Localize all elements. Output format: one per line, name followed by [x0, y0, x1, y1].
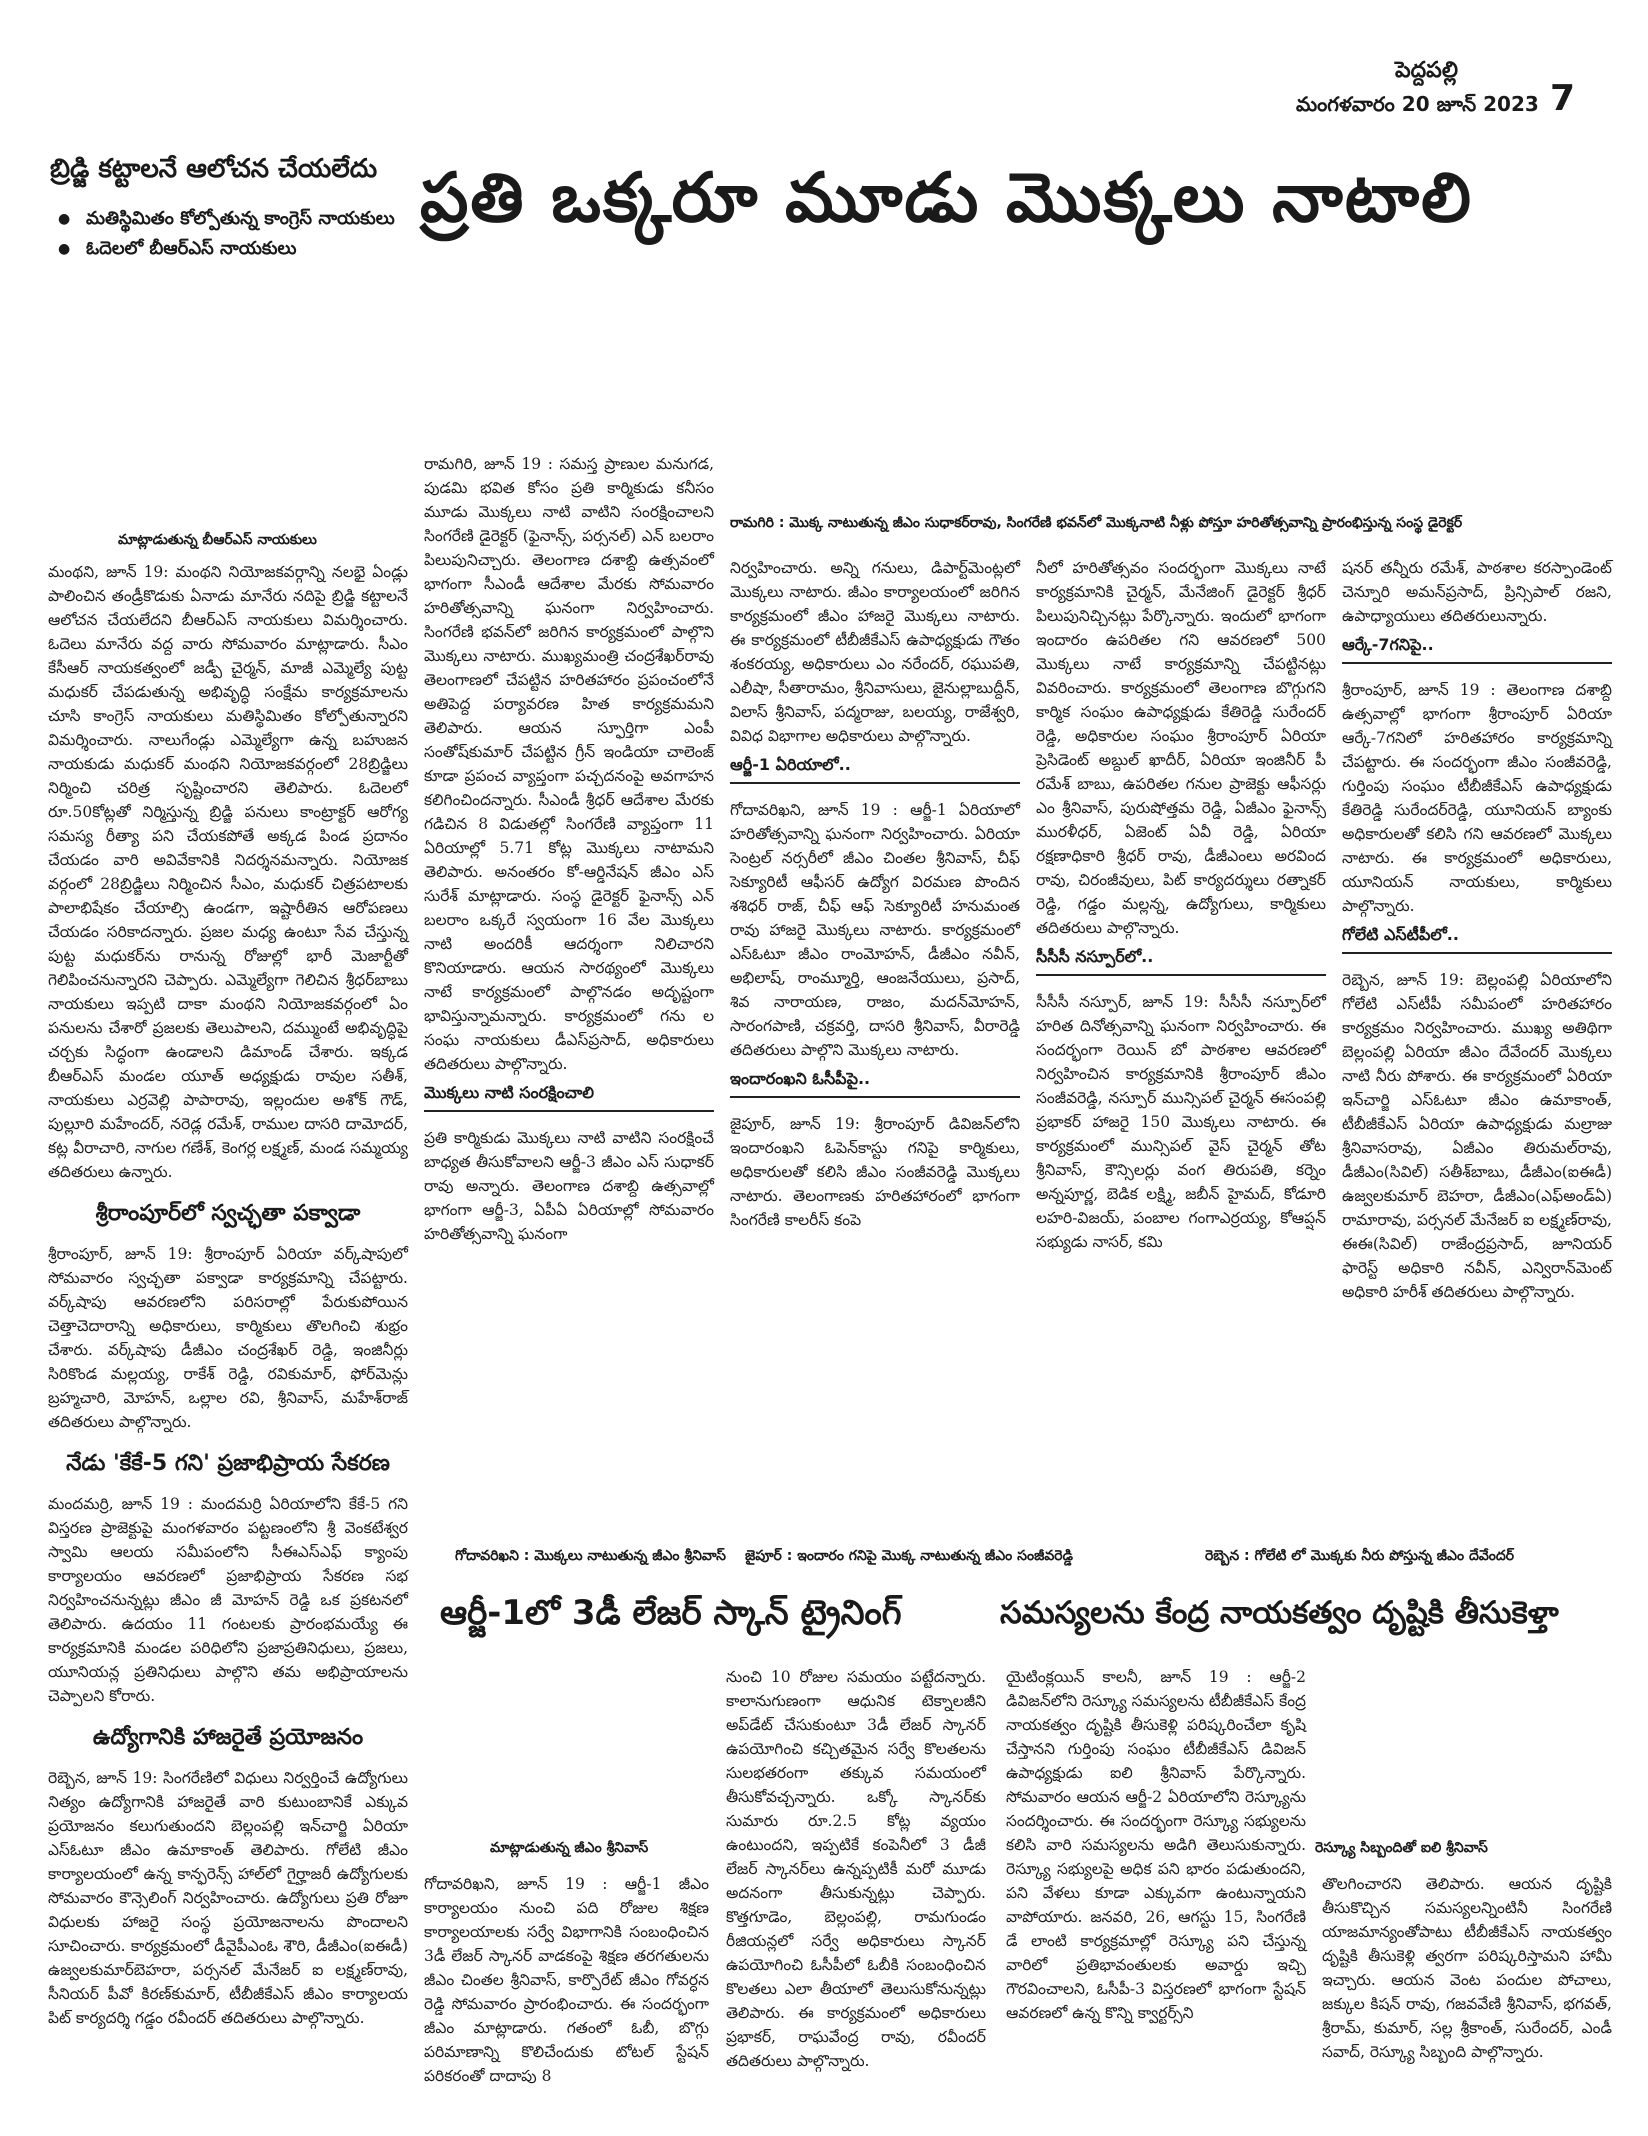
caption-rebbena: రెబ్బెన : గోలేటి లో మొక్కకు నీరు పోస్తున్న జీఎం దేవేందర్ [1205, 1548, 1515, 1564]
bottom-right-col-b [1322, 1872, 1612, 2064]
section-heading: ఆర్కే-7గనిపై.. [1342, 632, 1612, 664]
section-heading: సీసీసీ నస్పూర్‌లో.. [1036, 944, 1326, 976]
bottom-right-headline: సమస్యలను కేంద్ర నాయకత్వం దృష్టికి తీసుకెళ్తా [1000, 1595, 1559, 1631]
article-text: రామగిరి, జూన్ 19 : సమస్త ప్రాణుల మనుగడ, పుడమి భవిత కోసం ప్రతి కార్మికుడు కనీసం మూడు మొక్కలు నాటి వాటిని సంరక్షించాలని సింగరేణి డైరెక్టర్ (ఫైనాన్స్, పర్సనల్) ఎన్ బలరాం పిలుపునిచ్చారు. తెలంగాణ దశాబ్ది ఉత్సవంలో భాగంగా సీఎండీ ఆదేశాల మేరకు సోమవారం హరితోత్సవాన్ని ఘనంగా నిర్వహించారు. సింగరేణి భవన్‌లో జరిగిన కార్యక్రమంలో పాల్గొని మొక్కలు నాటారు. ముఖ్యమంత్రి చంద్రశేఖర్‌రావు తెలంగాణలో చేపట్టిన హరితహారం ప్రపంచంలోనే అతిపెద్ద పర్యావరణ హిత కార్యక్రమమని తెలిపారు. ఆయన స్ఫూర్తిగా ఎంపీ సంతోష్‌కుమార్ చేపట్టిన గ్రీన్ ఇండియా చాలెంజ్ కూడా ప్రపంచ వ్యాప్తంగా పచ్చదనంపై అవగాహన కలిగించిందన్నారు. సీఎండీ శ్రీధర్ ఆదేశాల మేరకు గడిచిన 8 విడుతల్లో సింగరేణి వ్యాప్తంగా 11 ఏరియాల్లో 5.71 కోట్ల మొక్కలు నాటామని తెలిపారు. అనంతరం కో-ఆర్డినేషన్ జీఎం ఎస్ సురేశ్ మాట్లాడారు. సంస్థ డైరెక్టర్ ఫైనాన్స్ ఎన్ బలరాం ఒక్కరే స్వయంగా 16 వేల మొక్కలు నాటి అందరికీ ఆదర్శంగా నిలిచారని కొనియాడారు. ఆయన సారథ్యంలో మొక్కలు నాటే కార్యక్రమంలో పాల్గొనడం అదృష్టంగా భావిస్తున్నామన్నారు. కార్యక్రమంలో గను ల సంఘ నాయకులు డీఎస్‌ప్రసాద్, అధికారులు తదితరులు పాల్గొన్నారు. [424, 455, 714, 1073]
top-left-headline: బ్రిడ్జి కట్టాలనే ఆలోచన చేయలేదు [50, 154, 378, 184]
article-text: తొలగించారని తెలిపారు. ఆయన దృష్టికి తీసుకొచ్చిన సమస్యలన్నింటినీ సింగరేణి యాజమాన్యంతోపాటు టీబీజీకేఎస్ నాయకత్వం దృష్టికి తీసుకెళ్లి త్వరగా పరిష్కరిస్తామని హామీ ఇచ్చారు. ఆయన వెంట పందుల పోచాలు, జక్కుల కిషన్ రావు, గజవవేణి శ్రీనివాస్, భగవత్, శ్రీరామ్, కుమార్, సల్ల శ్రీకాంత్, సురేందర్, ఎండీ సవాద్, రెస్క్యూ సిబ్బంది పాల్గొన్నారు. [1322, 1875, 1612, 2061]
page-number: 7 [1550, 78, 1576, 119]
bullet-item: ● మతిస్థిమితం కోల్పోతున్న కాంగ్రెస్ నాయకులు [50, 206, 430, 232]
article-col-5 [1342, 556, 1612, 1304]
bottom-mid-col-b [726, 1665, 986, 2073]
article-text: నీలో హరితోత్సవం సందర్భంగా మొక్కలు నాటే కార్యక్రమానికి చైర్మన్, మేనేజింగ్ డైరెక్టర్ శ్రీధర్ పిలుపునిచ్చినట్లు పేర్కొన్నారు. ఇందులో భాగంగా ఇందారం ఉపరితల గని ఆవరణలో 500 మొక్కలు నాటే కార్యక్రమాన్ని చేపట్టినట్లు వివరించారు. కార్యక్రమంలో తెలంగాణ బొగ్గుగని కార్మిక సంఘం ఉపాధ్యక్షుడు కేతిరెడ్డి సురేందర్ రెడ్డి, అధికారుల సంఘం శ్రీరాంపూర్ ఏరియా ప్రెసిడెంట్ అబ్దుల్ ఖాదీర్, ఏరియా ఇంజినీర్ పీ రమేశ్ బాబు, ఉపరితల గనుల ప్రాజెక్టు ఆఫీసర్లు ఎం శ్రీనివాస్, పురుషోత్తమ రెడ్డి, ఏజీఎం ఫైనాన్స్ మురళీధర్, ఏజెంట్ ఏవీ రెడ్డి, ఏరియా రక్షణాధికారి శ్రీధర్ రావు, డీజీఎంలు అరవింద రావు, చిరంజీవులు, పిట్ కార్యదర్శులు రత్నాకర్ రెడ్డి, గడ్డం మల్లన్న, ఉద్యోగులు, కార్మికులు తదితరులు పాల్గొన్నారు. [1036, 559, 1326, 937]
bottom-mid-headline: ఆర్జీ-1లో 3డీ లేజర్ స్కాన్ ట్రైనింగ్ [440, 1593, 902, 1633]
article-text: మంథని, జూన్ 19: మంథని నియోజకవర్గాన్ని నలభై ఏండ్లు పాలించిన తండ్రీకొడుకు ఏనాడు మానేరు నదిపై బ్రిడ్జి కట్టాలనే ఆలోచన చేయలేదని బీఆర్ఎస్ నాయకులు విమర్శించారు. ఓదెలు మానేరు వద్ద వారు సోమవారం మాట్లాడారు. సీఎం కేసీఆర్ నాయకత్వంలో జడ్పీ చైర్మన్, మాజీ ఎమ్మెల్యే పుట్ట మధుకర్ చేపడుతున్న అభివృద్ధి సంక్షేమ కార్యక్రమాలను చూసి కాంగ్రెస్ నాయకులు మతిస్థిమితం కోల్పోతున్నారని విమర్శించారు. నాలుగేండ్లు ఎమ్మెల్యేగా ఉన్న బహుజన నాయకుడు మధుకర్ మంథని నియోజకవర్గంలో 28బ్రిడ్జిలు నిర్మించి చరిత్ర సృష్టించారని తెలిపారు. ఓదెలలో రూ.50కోట్లతో నిర్మిస్తున్న బ్రిడ్జి పనులు కాంట్రాక్టర్ ఆరోగ్య సమస్య రీత్యా పని చేయకపోతే అక్కడ పిండ ప్రదానం చేయడం వారి అవివేకానికి నిదర్శనమన్నారు. నియోజక వర్గంలో 28బ్రిడ్జిలు నిర్మించిన సీఎం, మధుకర్ చిత్రపటాలకు పాలాభిషేకం చేయాల్సి ఉండగా, ఇష్టారీతిన ఆరోపణలు చేయడం సరికాదన్నారు. ప్రజల మధ్య ఉంటూ సేవ చేస్తున్న పుట్ట మధుకర్‌ను రానున్న రోజుల్లో భారీ మెజార్టీతో గెలిపించనున్నారని చెప్పారు. ఎమ్మెల్యేగా గెలిచిన శ్రీధర్‌బాబు నాయకులు ఇప్పటి దాకా మంథని నియోజకవర్గంలో ఏం పనులను చేశారో ప్రజలకు తెలుపాలని, దమ్ముంటే అభివృద్ధిపై చర్చకు సిద్ధంగా ఉండాలని డిమాండ్ చేశారు. ఇక్కడ బీఆర్ఎస్ మండల యూత్ అధ్యక్షుడు రావుల సతీశ్, నాయకులు ఎర్రవెల్లి పాపారావు, ఇల్లందుల అశోక్ గౌడ్, పుల్లూరి మహేందర్, నరెడ్ల రమేశ్, రాముల దాసరి దామోదర్, కట్ల వీరాచారి, నాగుల గణేశ్, కెంగర్ల లక్ష్మణ్, మండ సమ్మయ్య తదితరులు ఉన్నారు. [48, 563, 408, 1181]
section-heading: నేడు 'కేకే-5 గని' ప్రజాభిప్రాయ సేకరణ [66, 1451, 390, 1476]
section-heading: గోలేటి ఎస్‌టీపీలో.. [1342, 922, 1612, 954]
article-text: శ్రీరాంపూర్, జూన్ 19: శ్రీరాంపూర్ ఏరియా వర్క్‌షాపులో సోమవారం స్వచ్ఛతా పక్వాడా కార్యక్రమాన్ని చేపట్టారు. వర్క్‌షాపు ఆవరణలోని పరిసరాల్లో పేరుకుపోయిన చెత్తాచెదారాన్ని అధికారులు, కార్మికులు తొలగించి శుభ్రం చేశారు. వర్క్‌షాపు డీజీఎం చంద్రశేఖర్ రెడ్డి, ఇంజినీర్లు సిరికొండ మల్లయ్య, రాకేశ్ రెడ్డి, రవికుమార్, ఫోర్‌మెన్లు బ్రహ్మచారి, మోహన్, ఒల్లాల రవి, శ్రీనివాస్, మహేశ్‌రాజ్ తదితరులు పాల్గొన్నారు. [48, 1245, 408, 1431]
article-text: రెబ్బెన, జూన్ 19: బెల్లంపల్లి ఏరియాలోని గోలేటి ఎస్‌టీపీ సమీపంలో హరితహారం కార్యక్రమం నిర్వహించారు. ముఖ్య అతిథిగా బెల్లంపల్లి ఏరియా జీఎం దేవేందర్ మొక్కలు నాటి నీరు పోశారు. ఈ కార్యక్రమంలో ఏరియా ఇన్‌చార్జి ఎస్‌ఓటూ జీఎం ఉమాకాంత్, టీబీజీకేఎస్ ఏరియా ఉపాధ్యక్షుడు మల్రాజు శ్రీనివాసరావు, ఏజీఎం తిరుమల్‌రావు, డీజీఎం(సివిల్) సతీశ్‌బాబు, డీజీఎం(ఐఈడీ) ఉజ్వలకుమార్ బెహరా, డీజీఎం(ఎఫ్అండ్ఏ) రామారావు, పర్సనల్ మేనేజర్ ఐ లక్ష్మణ్‌రావు, ఈఈ(సివిల్) రాజేంద్రప్రసాద్, జూనియర్ ఫారెస్ట్ అధికారి నవీన్, ఎన్విరాన్‌మెంట్ అధికారి హరీశ్ తదితరులు పాల్గొన్నారు. [1342, 971, 1612, 1301]
section-heading: ఇందారంఖని ఓసీపీపై.. [730, 1066, 1020, 1098]
section-heading: ఉద్యోగానికి హాజరైతే ప్రయోజనం [92, 1725, 364, 1750]
article-text: జైపూర్, జూన్ 19: శ్రీరాంపూర్ డివిజన్‌లోని ఇందారంఖని ఓపెన్‌కాస్టు గనిపై కార్మికులు, అధికారులతో కలిసి జీఎం సంజీవరెడ్డి మొక్కలు నాటారు. తెలంగాణకు హరితహారంలో భాగంగా సింగరేణి కాలరీస్ కంపె [730, 1115, 1020, 1229]
bullet-item: ● ఓదెలలో బీఆర్ఎస్ నాయకులు [50, 236, 430, 262]
section-heading: ఆర్జీ-1 ఏరియాలో.. [730, 752, 1020, 784]
section-heading: శ్రీరాంపూర్‌లో స్వచ్ఛతా పక్వాడా [95, 1201, 361, 1226]
article-text: గోదావరిఖని, జూన్ 19 : ఆర్జీ-1 జీఎం కార్యాలయం నుంచి పది రోజుల శిక్షణ కార్యాలయాలకు సర్వే విభాగానికి సంబంధించిన 3డీ లేజర్ స్కానర్ వాడకంపై శిక్షణ తరగతులను జీఎం చింతల శ్రీనివాస్, కార్పొరేట్ జీఎం గోవర్ధన రెడ్డి సోమవారం ప్రారంభించారు. ఈ సందర్భంగా జీఎం మాట్లాడారు. గతంలో ఓబీ, బొగ్గు పరిమాణాన్ని కొలిచేందుకు టోటల్ స్టేషన్ పరికరంతో దాదాపు 8 [424, 1875, 709, 2085]
article-text: మందమర్రి, జూన్ 19 : మందమర్రి ఏరియాలోని కేకే-5 గని విస్తరణ ప్రాజెక్టుపై మంగళవారం పట్టణంలోని శ్రీ వెంకటేశ్వర స్వామి ఆలయ సమీపంలోని సీఈఎస్‌ఎఫ్ క్యాంపు కార్యాలయం ఆవరణలో ప్రజాభిప్రాయ సేకరణ సభ నిర్వహించనున్నట్లు జీఎం జీ మోహన్ రెడ్డి ఒక ప్రకటనలో తెలిపారు. ఉదయం 11 గంటలకు ప్రారంభమయ్యే ఈ కార్యక్రమానికి మండల పరిధిలోని ప్రజాప్రతినిధులు, ప్రజలు, యూనియన్ల ప్రతినిధులు పాల్గొని తమ అభిప్రాయాలను చెప్పాలని కోరారు. [48, 1495, 408, 1705]
caption-godavarikhani: గోదావరిఖని : మొక్కలు నాటుతున్న జీఎం శ్రీనివాస్ [455, 1548, 726, 1564]
masthead-date: మంగళవారం 20 జూన్ 2023 [1296, 92, 1539, 116]
article-col-2 [424, 452, 714, 1246]
caption-gm-srinivas: మాట్లాడుతున్న జీఎం శ్రీనివాస్ [490, 1840, 649, 1856]
masthead-city: పెద్దపల్లి [1395, 58, 1458, 83]
article-col-4 [1036, 556, 1326, 1254]
article-text: షనర్ తన్నీరు రమేశ్, పాఠశాల కరస్పాండెంట్ చెన్నూరి అమన్‌ప్రసాద్, ప్రిన్సిపాల్ రజని, ఉపాధ్యాయులు తదితరులున్నారు. [1342, 559, 1612, 625]
article-text: గోదావరిఖని, జూన్ 19 : ఆర్జీ-1 ఏరియాలో హరితోత్సవాన్ని ఘనంగా నిర్వహించారు. ఏరియా సెంట్రల్ నర్సరీలో జీఎం చింతల శ్రీనివాస్, చీఫ్ సెక్యూరిటీ ఆఫీసర్ ఉద్యోగ విరమణ పొందిన శశిధర్ రాజ్, చీఫ్ ఆఫ్ సెక్యూరిటీ హనుమంత రావు హాజరై మొక్కలు నాటారు. కార్యక్రమంలో ఎస్‌ఓటూ జీఎం రాంమోహన్, డీజీఎం నవీన్, అభిలాష్, రాంమ్మూర్తి, ఆంజనేయులు, ప్రసాద్, శివ నారాయణ, రాజం, మదన్‌మోహన్, సారంగపాణి, చక్రవర్తి, దాసరి శ్రీనివాస్, వీరారెడ్డి తదితరులు పాల్గొని మొక్కలు నాటారు. [730, 801, 1020, 1059]
article-text: నుంచి 10 రోజుల సమయం పట్టేదన్నారు. కాలానుగుణంగా ఆధునిక టెక్నాలజీని అప్‌డేట్ చేసుకుంటూ 3డీ లేజర్ స్కానర్ ఉపయోగించి కచ్చితమైన సర్వే కొలతలను సులభతరంగా తక్కువ సమయంలో తీసుకోవచ్చన్నారు. ఒక్కో స్కానర్‌కు సుమారు రూ.2.5 కోట్ల వ్యయం ఉంటుందని, ఇప్పటికే కంపెనీలో 3 డీజీ లేజర్ స్కానర్‌లు ఉన్నప్పటికీ మరో మూడు అదనంగా తీసుకున్నట్లు చెప్పారు. కొత్తగూడెం, బెల్లంపల్లి, రామగుండం రీజియన్లలో సర్వే అధికారులు స్కానర్ ఉపయోగించి ఓసీపీలో ఓబీకి సంబంధించిన కొలతలు ఎలా తీయాలో తెలుసుకోనున్నట్లు తెలిపారు. ఈ కార్యక్రమంలో అధికారులు ప్రభాకర్, రాఘవేంద్ర రావు, రవీందర్ తదితరులు పాల్గొన్నారు. [726, 1668, 986, 2070]
section-heading: మొక్కలు నాటి సంరక్షించాలి [424, 1080, 714, 1112]
article-text: రెబ్బెన, జూన్ 19: సింగరేణిలో విధులు నిర్వర్తించే ఉద్యోగులు నిత్యం ఉద్యోగానికి హాజరైతే వారి కుటుంబానికే ఎక్కువ ప్రయోజనం కలుగుతుందని బెల్లంపల్లి ఇన్‌చార్జి ఏరియా ఎస్‌ఓటూ జీఎం ఉమాకాంత్ తెలిపారు. గోలేటి జీఎం కార్యాలయంలో ఉన్న కాన్ఫరెన్స్ హాల్‌లో గైర్హాజరీ ఉద్యోగులకు సోమవారం కౌన్సెలింగ్ నిర్వహించారు. ఉద్యోగులు ప్రతి రోజూ విధులకు హాజరై సంస్థ ప్రయోజనాలను పొందాలని సూచించారు. కార్యక్రమంలో డీవైపీఎంఓ శౌరి, డీజీఎం(ఐఈడీ) ఉజ్వలకుమార్‌బెహరా, పర్సనల్ మేనేజర్ ఐ లక్ష్మణ్‌రావు, సీనియర్ పీవో కిరణ్‌కుమార్, టీబీజీకేఎస్ జీఎం కార్యాలయ పిట్ కార్యదర్శి గడ్డం రవీందర్ తదితరులు పాల్గొన్నారు. [48, 1769, 408, 2027]
top-left-bullets [50, 206, 430, 266]
article-col-3 [730, 556, 1020, 1232]
article-text: శ్రీరాంపూర్, జూన్ 19 : తెలంగాణ దశాబ్ది ఉత్సవాల్లో భాగంగా శ్రీరాంపూర్ ఏరియా ఆర్కే-7గనిలో హరితహారం కార్యక్రమాన్ని చేపట్టారు. ఈ సందర్భంగా జీఎం సంజీవరెడ్డి, గుర్తింపు సంఘం టీబీజీకేఎస్ ఉపాధ్యక్షుడు కేతిరెడ్డి సురేందర్‌రెడ్డి, యూనియన్ బ్యాంకు అధికారులతో కలిసి గని ఆవరణలో మొక్కలు నాటారు. ఈ కార్యక్రమంలో అధికారులు, యూనియన్ నాయకులు, కార్మికులు పాల్గొన్నారు. [1342, 681, 1612, 915]
article-text: సీసీసీ నస్పూర్, జూన్ 19: సీసీసీ నస్పూర్‌లో హరిత దినోత్సవాన్ని ఘనంగా నిర్వహించారు. ఈ సందర్భంగా రెయిన్ బో పాఠశాల ఆవరణలో నిర్వహించిన కార్యక్రమానికి శ్రీరాంపూర్ జీఎం సంజీవరెడ్డి, నస్పూర్ మున్సిపల్ చైర్మన్ ఈసంపల్లి ప్రభాకర్ హాజరై 150 మొక్కలు నాటారు. ఈ కార్యక్రమంలో మున్సిపల్ వైస్ చైర్మన్ తోట శ్రీనివాస్, కౌన్సిలర్లు వంగ తిరుపతి, కర్నెం అన్నపూర్ణ, బెడిక లక్ష్మి, జబీన్ హైమద్, కోడూరి లహరి-విజయ్, పంబాల గంగాఎర్రయ్య, కోఆప్షన్ సభ్యుడు నాసర్, కమి [1036, 993, 1326, 1251]
caption-ramagiri: రామగిరి : మొక్క నాటుతున్న జీఎం సుధాకర్‌రావు, సింగరేణి భవన్‌లో మొక్కనాటి నీళ్లు పోస్తూ హరితోత్సవాన్ని ప్రారంభిస్తున్న సంస్థ డైరెక్టర్ [730, 515, 1463, 531]
caption-resco: రెస్క్యూ సిబ్బందితో ఐలి శ్రీనివాస్ [1315, 1840, 1488, 1856]
caption-brs-leaders: మాట్లాడుతున్న బీఆర్ఎస్ నాయకులు [118, 532, 317, 548]
caption-jaipur: జైపూర్ : ఇందారం గనిపై మొక్క నాటుతున్న జీఎం సంజీవరెడ్డి [745, 1548, 1073, 1564]
main-headline: ప్రతి ఒక్కరూ మూడు మొక్కలు నాటాలి [420, 158, 1473, 238]
bottom-mid-col-a [424, 1872, 709, 2088]
bottom-right-col-a [1006, 1665, 1306, 2025]
article-text: నిర్వహించారు. అన్ని గనులు, డిపార్ట్‌మెంట్లలో మొక్కలు నాటారు. జీఎం కార్యాలయంలో జరిగిన కార్యక్రమంలో జీఎం హాజరై మొక్కలు నాటారు. ఈ కార్యక్రమంలో టీబీజీకేఎస్ ఉపాధ్యక్షుడు గౌతం శంకరయ్య, అధికారులు ఎం నరేందర్, రఘుపతి, ఎలీషా, సీతారామం, శ్రీనివాసులు, జైనుల్లాబుద్దీన్, విలాస్ శ్రీనివాస్, పద్మరాజు, బలయ్య, రాజేశ్వరి, వివిధ విభాగాల అధికారులు పాల్గొన్నారు. [730, 559, 1020, 745]
article-col-1 [48, 560, 408, 2030]
article-text: యైటింక్లయిన్ కాలనీ, జూన్ 19 : ఆర్జీ-2 డివిజన్‌లోని రెస్క్యూ సమస్యలను టీబీజీకేఎస్ కేంద్ర నాయకత్వం దృష్టికి తీసుకెళ్లి పరిష్కరించేలా కృషి చేస్తానని గుర్తింపు సంఘం టీబీజీకేఎస్ డివిజన్ ఉపాధ్యక్షుడు ఐలి శ్రీనివాస్ పేర్కొన్నారు. సోమవారం ఆయన ఆర్జీ-2 ఏరియాలోని రెస్క్యూను సందర్శించారు. ఈ సందర్భంగా రెస్క్యూ సభ్యులను కలిసి వారి సమస్యలను అడిగి తెలుసుకున్నారు. రెస్క్యూ సభ్యులపై అధిక పని భారం పడుతుందని, పని వేళలు కూడా ఎక్కువగా ఉంటున్నాయని వాపోయారు. జనవరి, 26, ఆగస్టు 15, సింగరేణి డే లాంటి కార్యక్రమాల్లో రెస్క్యూ పని చేస్తున్న వారిలో ప్రతిభావంతులకు అవార్డు ఇచ్చి గౌరవించాలని, ఓసీపీ-3 విస్తరణలో భాగంగా స్టేషన్ ఆవరణలో ఉన్న కొన్ని క్వార్టర్స్‌ని [1006, 1668, 1306, 2022]
article-text: ప్రతి కార్మికుడు మొక్కలు నాటి వాటిని సంరక్షించే బాధ్యత తీసుకోవాలని ఆర్జీ-3 జీఎం ఎస్ సుధాకర్ రావు అన్నారు. తెలంగాణ దశాబ్ది ఉత్సవాల్లో భాగంగా ఆర్జీ-3, ఏపీఏ ఏరియాల్లో సోమవారం హరితోత్సవాన్ని ఘనంగా [424, 1129, 714, 1243]
